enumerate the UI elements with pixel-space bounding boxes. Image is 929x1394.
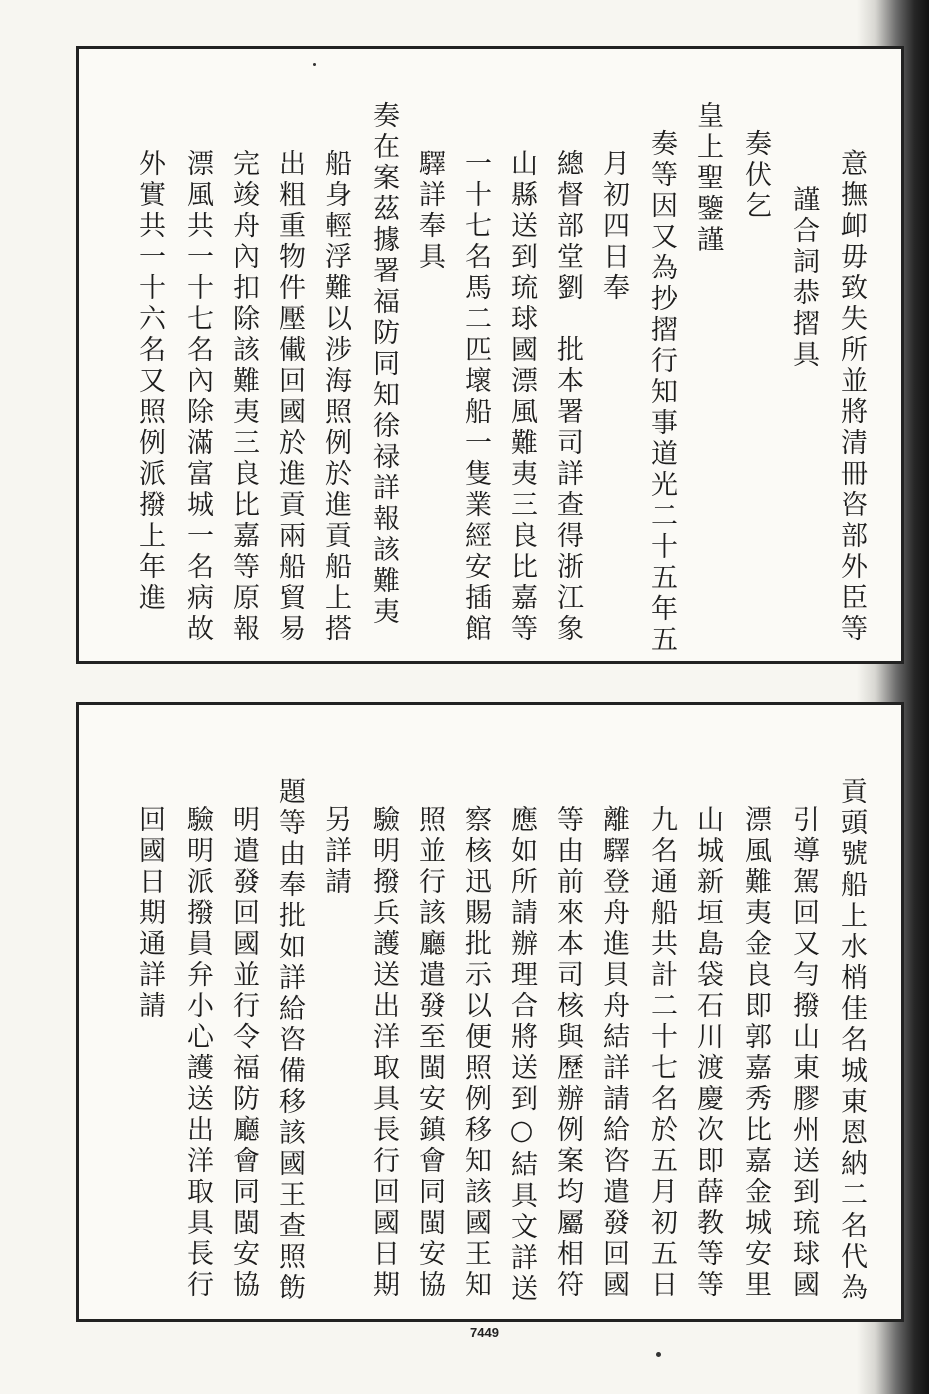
text-column: 貢頭號船上水梢佳名城東恩納二名代為 — [836, 777, 867, 1304]
text-column: 完竣舟內扣除該難夷三良比嘉等原報 — [228, 149, 259, 645]
text-column: 奏伏乞 — [740, 129, 771, 222]
text-column: 驗明派撥員弁小心護送出洋取具長行 — [182, 805, 213, 1301]
text-column: 明遣發回國並行令福防廳會同閩安協 — [228, 805, 259, 1301]
text-column: 引導駕回又勻撥山東膠州送到琉球國 — [788, 805, 819, 1301]
text-column: 離驛登舟進貝舟結詳請給咨遣發回國 — [598, 805, 629, 1301]
page-number: 7449 — [470, 1325, 499, 1340]
text-column: 回國日期通詳請 — [134, 805, 165, 1022]
top-text-panel — [76, 46, 904, 664]
text-column: 皇上聖鑒謹 — [692, 101, 723, 256]
text-column: 察核迅賜批示以便照例移知該國王知 — [460, 805, 491, 1301]
text-column: 驗明撥兵護送出洋取具長行回國日期 — [368, 805, 399, 1301]
text-column: 另詳請 — [320, 805, 351, 898]
text-column: 九名通船共計二十七名於五月初五日 — [646, 805, 677, 1301]
text-column: 漂風難夷金良即郭嘉秀比嘉金城安里 — [740, 805, 771, 1301]
text-column: 意撫卹毋致失所並將清冊咨部外臣等 — [836, 149, 867, 645]
text-column: 等由前來本司核與歷辦例案均屬相符 — [552, 805, 583, 1301]
text-column: 外實共一十六名又照例派撥上年進 — [134, 149, 165, 614]
bottom-text-panel — [76, 702, 904, 1322]
scan-speck — [656, 1352, 661, 1357]
text-column: 月初四日奉 — [598, 149, 629, 304]
scan-speck — [313, 63, 316, 66]
text-column: 總督部堂劉 批本署司詳查得浙江象 — [552, 149, 583, 645]
text-column: 驛詳奉具 — [414, 149, 445, 273]
text-column: 奏等因又為抄摺行知事道光二十五年五 — [646, 129, 677, 656]
text-column: 照並行該廳遣發至閩安鎮會同閩安協 — [414, 805, 445, 1301]
text-column: 船身輕浮難以涉海照例於進貢船上搭 — [320, 149, 351, 645]
text-column: 題等由奉批如詳給咨備移該國王查照飭 — [274, 777, 305, 1304]
text-column: 山縣送到琉球國漂風難夷三良比嘉等 — [506, 149, 537, 645]
text-column: 應如所請辦理合將送到○結具文詳送 — [506, 805, 537, 1305]
text-column: 一十七名馬二匹壞船一隻業經安插館 — [460, 149, 491, 645]
text-column: 奏在案茲據署福防同知徐禄詳報該難夷 — [368, 101, 399, 628]
text-column: 謹合詞恭摺具 — [788, 185, 819, 371]
text-column: 出粗重物件壓儎回國於進貢兩船貿易 — [274, 149, 305, 645]
text-column: 漂風共一十七名內除滿富城一名病故 — [182, 149, 213, 645]
text-column: 山城新垣島袋石川渡慶次即薛教等等 — [692, 805, 723, 1301]
